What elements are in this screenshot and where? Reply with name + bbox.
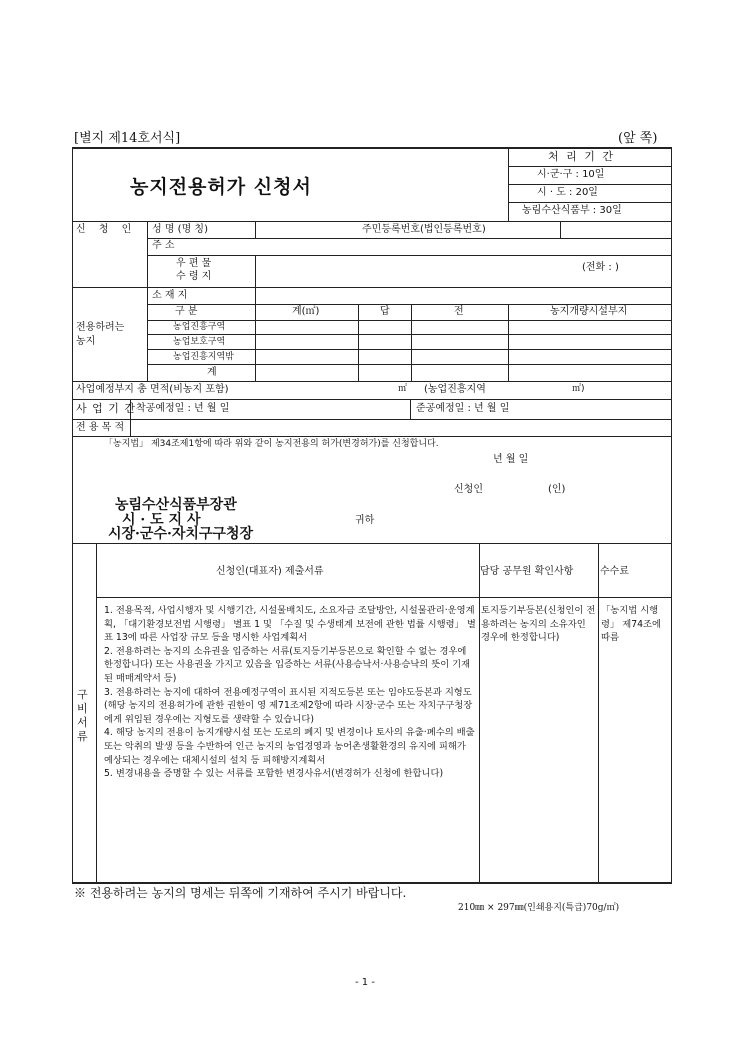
farmland-section-label: 전용하려는: [76, 322, 125, 333]
resident-id-label: 주민등록번호(법인등록번호): [362, 224, 486, 235]
processing-row: 시·군·구 : 10일: [537, 169, 605, 180]
frame-top: [72, 147, 672, 149]
col-field: 전: [454, 306, 464, 317]
project-period-label: 사 업 기 간: [76, 402, 136, 415]
frame-left: [72, 147, 73, 883]
purpose-label: 전 용 목 적: [76, 422, 125, 433]
processing-row: 농림수산식품부 : 30일: [522, 205, 622, 216]
side-label-char: 류: [77, 730, 88, 743]
required-docs-list: [104, 604, 476, 781]
address-field[interactable]: [256, 239, 671, 254]
footer-note: ※ 전용하려는 농지의 명세는 뒤쪽에 기재하여 주시기 바랍니다.: [74, 886, 407, 900]
mail-address-field[interactable]: [256, 256, 576, 286]
location-label: 소 재 지: [152, 290, 188, 301]
col-facility-site: 농지개량시설부지: [550, 306, 628, 317]
verify-text: 토지등기부등본(신청인이 전용하려는 농지의 소유자인 경우에 한정합니다): [481, 605, 596, 644]
document-item: 3. 전용하려는 농지에 대하여 전용예정구역이 표시된 지적도등본 또는 임야도등본과 지형도(해당 농지의 전용허가에 관한 권한이 영 제71조제2항에 따라 시장·군수 또는 자치구구청장에게 위임된 경우에는 지형도를 생략할 수 있습니다): [104, 686, 473, 725]
col-category: 구 분: [175, 306, 198, 317]
resident-id-field[interactable]: [561, 222, 671, 237]
fee-text: 「농지법 시행령」 제74조에 따름: [601, 605, 662, 644]
col-total: 계(㎡): [292, 306, 320, 317]
name-field[interactable]: [256, 222, 360, 237]
purpose-field[interactable]: [131, 420, 671, 435]
col-paddy: 답: [380, 306, 390, 317]
start-date[interactable]: 착공예정일 : 년 월 일: [136, 403, 230, 414]
col-submit-docs: 신청인(대표자) 제출서류: [216, 566, 324, 577]
col-verify: 담당 공무원 확인사항: [480, 566, 574, 577]
farmland-row-label: 농업진흥지역밖: [173, 352, 234, 362]
processing-row: 시 · 도 : 20일: [537, 187, 598, 198]
document-item: 4. 해당 농지의 전용이 농지개량시설 또는 도로의 폐지 및 변경이나 토사의 유출·폐수의 배출 또는 악취의 발생 등을 수반하여 인근 농지의 농업경영과 농어촌생활환경의 유지에 피해가 예상되는 경우에는 대체시설의 설치 등 피해방지계획서: [104, 727, 475, 766]
signer-label: 신청인: [454, 484, 483, 495]
honorific: 귀하: [355, 515, 375, 526]
farmland-row-label: 농업진흥구역: [173, 322, 226, 332]
mail-receipt-label: 수 령 지: [176, 271, 212, 282]
farmland-row-label: 농업보호구역: [173, 337, 226, 347]
form-title: 농지전용허가 신청서: [130, 176, 312, 198]
promotion-area-unit: ㎡): [572, 384, 585, 394]
mail-receipt-label: 우 편 물: [176, 258, 212, 269]
frame-right: [671, 147, 672, 883]
end-date[interactable]: 준공예정일 : 년 월 일: [416, 403, 510, 414]
farmland-section-label: 농지: [76, 336, 96, 347]
side-label-char: 비: [77, 702, 88, 715]
farmland-row-label: 계: [207, 367, 217, 378]
col-fee: 수수료: [600, 566, 629, 577]
document-item: 2. 전용하려는 농지의 소유권을 입증하는 서류(토지등기부등본으로 확인할 수 없는 경우에 한정합니다) 또는 사용권을 가지고 있음을 입증하는 서류(사용승낙서·사용승낙의 뜻이 기재된 매매계약서 등): [104, 645, 471, 684]
form-number: [별지 제14호서식]: [74, 131, 181, 146]
frame-bottom: [72, 882, 672, 884]
side-label-char: 서: [77, 716, 88, 729]
area-unit: ㎡: [398, 384, 408, 394]
applicant-section-label: 신 청 인: [76, 224, 137, 235]
side-label-char: 구: [77, 688, 88, 701]
promotion-area-label: (농업진흥지역: [424, 384, 486, 395]
processing-period-label: 처 리 기 간: [548, 150, 615, 163]
declaration-date: 년 월 일: [493, 454, 529, 465]
name-label: 성 명 (명 칭): [152, 224, 208, 235]
location-field[interactable]: [256, 288, 671, 303]
paper-spec: 210㎜ × 297㎜(인쇄용지(특급)70g/㎡): [458, 903, 620, 913]
page-number: - 1 -: [355, 977, 375, 988]
document-item: 1. 전용목적, 사업시행자 및 시행기간, 시설물배치도, 소요자금 조달방안, 시설물관리·운영계획, 「대기환경보전법 시행령」 별표 1 및 「수질 및 수생태계 보전에 관한 법률 시행령」 별표 13에 따른 사업장 규모 등을 명시한 사업계획서: [104, 605, 476, 644]
recipient-mayor: 시장·군수·자치구구청장: [108, 526, 253, 542]
declaration-text: 「농지법」 제34조제1항에 따라 위와 같이 농지전용의 허가(변경허가)를 신청합니다.: [104, 439, 439, 449]
seal-mark: (인): [548, 484, 566, 495]
recipient-minister: 농림수산식품부장관: [115, 497, 237, 513]
project-area-label: 사업예정부지 총 면적(비농지 포함): [76, 384, 229, 395]
phone-label: (전화 : ): [582, 262, 619, 273]
document-item: 5. 변경내용을 증명할 수 있는 서류를 포함한 변경사유서(변경허가 신청에 한합니다): [104, 768, 444, 780]
address-label: 주 소: [152, 240, 175, 251]
recipient-governor: 시 · 도 지 사: [122, 512, 201, 528]
page-side-label: (앞 쪽): [618, 131, 658, 146]
